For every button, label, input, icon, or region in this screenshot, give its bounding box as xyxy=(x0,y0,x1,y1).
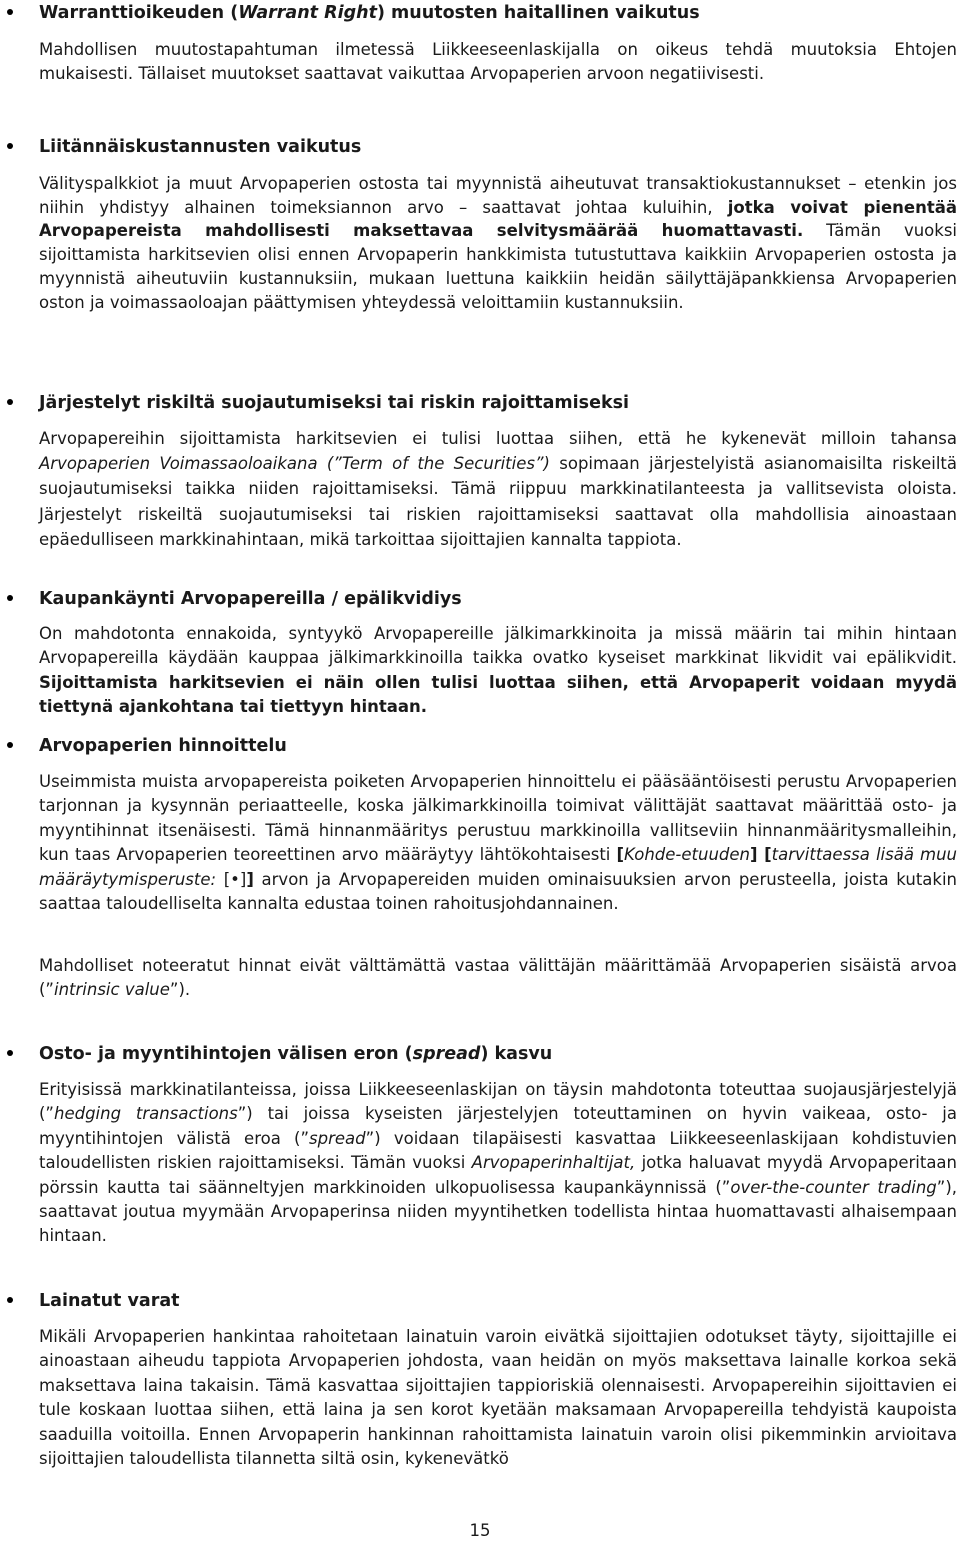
bullet-icon xyxy=(7,595,13,601)
page-number: 15 xyxy=(469,1521,491,1540)
section-heading: Järjestelyt riskiltä suojautumiseksi tai riskin rajoittamiseksi xyxy=(39,393,630,413)
section-paragraph: Välityspalkkiot ja muut Arvopaperien ostosta tai myynnistä aiheutuvat transaktiokustannukset – etenkin jos niihin yhdistyy alhainen toimeksiannon arvo – saattavat johtaa kuluihin, jotka voivat pienentää Arvopapereista mahdollisesti maksettavaa selvitysmäärää huomattavasti. Tämän vuoksi sijoittamista harkitsevien olisi ennen Arvopaperin hankkimista tutustuttava kaikkiin Arvopaperien ostosta ja myynnistä aiheutuviin kustannuksiin, mukaan luettuna kaikkiin heidän säilyttäjäpankkiensa Arvopaperien oston ja voimassaoloajan päättymisen yhteydessä veloittamiin kustannuksiin. xyxy=(39,174,957,312)
section-heading: Warranttioikeuden (Warrant Right) muutosten haitallinen vaikutus xyxy=(39,3,700,23)
section-paragraph: Useimmista muista arvopapereista poiketen Arvopaperien hinnoittelu ei pääsääntöisesti perustu Arvopaperien tarjonnan ja kysynnän periaatteelle, koska jälkimarkkinoilla toimivat välittäjät saattavat määrittää osto- ja myyntihinnat itsenäisesti. Tämä hinnanmääritys perustuu markkinoilla vallitseviin hinnanmääritysmalleihin, kun taas Arvopaperien teoreettinen arvo määräytyy lähtökohtaisesti [Kohde-etuuden] [tarvittaessa lisää muu määräytymisperuste: [•]] arvon ja Arvopapereiden muiden ominaisuuksien arvon perusteella, joista kutakin saattaa taloudelliselta kannalta edustaa toinen rahoitusjohdannainen. xyxy=(39,772,958,914)
section-paragraph: Mikäli Arvopaperien hankintaa rahoitetaan lainatuin varoin eivätkä sijoittajien odotukset täyty, sijoittajille ei ainoastaan aiheudu tappiota Arvopaperien johdosta, vaan heidän on myös maksettava lainalle korkoa sekä maksettava laina takaisin. Tämä kasvattaa sijoittajien tappioriskiä olennaisesti. Arvopapereihin sijoittavien ei tule koskaan luottaa siihen, että laina ja sen korot kyetään maksamaan Arvopapereilla tehdyistä kaupoista saaduilla voitoilla. Ennen Arvopaperin hankinnan rahoittamista lainatuin varoin olisi pikemminkin arvioitava sijoittajien taloudellista tilannetta siltä osin, kykenevätkö xyxy=(39,1327,957,1469)
section-heading: Arvopaperien hinnoittelu xyxy=(39,736,287,756)
section-paragraph: On mahdotonta ennakoida, syntyykö Arvopapereille jälkimarkkinoita ja missä määrin tai mihin hintaan Arvopapereilla käydään kauppaa jälkimarkkinoilla taikka ovatko kyseiset markkinat likvidit vai epälikvidit. Sijoittamista harkitsevien ei näin ollen tulisi luottaa siihen, että Arvopaperit voidaan myydä tiettynä ajankohtana tai tiettyyn hintaan. xyxy=(39,624,957,717)
section-heading: Kaupankäynti Arvopapereilla / epälikvidiys xyxy=(39,589,462,609)
bullet-icon xyxy=(7,742,13,748)
bullet-icon xyxy=(7,399,13,405)
bullet-icon xyxy=(7,1050,13,1056)
bullet-icon xyxy=(7,9,13,15)
section-heading: Liitännäiskustannusten vaikutus xyxy=(39,137,362,157)
bullet-icon xyxy=(7,143,13,149)
section-heading: Osto- ja myyntihintojen välisen eron (spread) kasvu xyxy=(39,1044,553,1064)
section-paragraph: Mahdolliset noteeratut hinnat eivät välttämättä vastaa välittäjän määrittämää Arvopaperien sisäistä arvoa (”intrinsic value”). xyxy=(39,956,957,1000)
section-paragraph: Erityisissä markkinatilanteissa, joissa Liikkeeseenlaskijan on täysin mahdotonta toteuttaa suojausjärjestelyjä (”hedging transactions”) tai joissa kyseisten järjestelyjen toteuttaminen on hyvin vaikeaa, osto- ja myyntihintojen välistä eroa (”spread”) voidaan tilapäisesti kasvattaa Liikkeeseenlaskijaan kohdistuvien taloudellisten riskien rajoittamiseksi. Tämän vuoksi Arvopaperinhaltijat, jotka haluavat myydä Arvopaperitaan pörssin kautta tai säänneltyjen markkinoiden ulkopuolisessa kaupankäynnissä (”over-the-counter trading”), saattavat joutua myymään Arvopaperinsa niiden myyntihetken todellista hintaa huomattavasti alhaisempaan hintaan. xyxy=(39,1080,958,1246)
section-heading: Lainatut varat xyxy=(39,1291,180,1311)
bullet-icon xyxy=(7,1297,13,1303)
section-paragraph: Mahdollisen muutostapahtuman ilmetessä Liikkeeseenlaskijalla on oikeus tehdä muutoksia Ehtojen mukaisesti. Tällaiset muutokset saattavat vaikuttaa Arvopaperien arvoon negatiivisesti. xyxy=(39,40,957,84)
section-paragraph: Arvopapereihin sijoittamista harkitsevien ei tulisi luottaa siihen, että he kykenevät milloin tahansa Arvopaperien Voimassaoloaikana (”Term of the Securities”) sopimaan järjestelyistä asianomaisilta riskeiltä suojautumiseksi taikka niiden rajoittamiseksi. Tämä riippuu markkinatilanteesta ja vallitsevista oloista. Järjestelyt riskeiltä suojautumiseksi tai riskien rajoittamiseksi saattavat olla mahdollisia ainoastaan epäedulliseen markkinahintaan, mikä tarkoittaa sijoittajien kannalta tappiota. xyxy=(39,429,957,549)
